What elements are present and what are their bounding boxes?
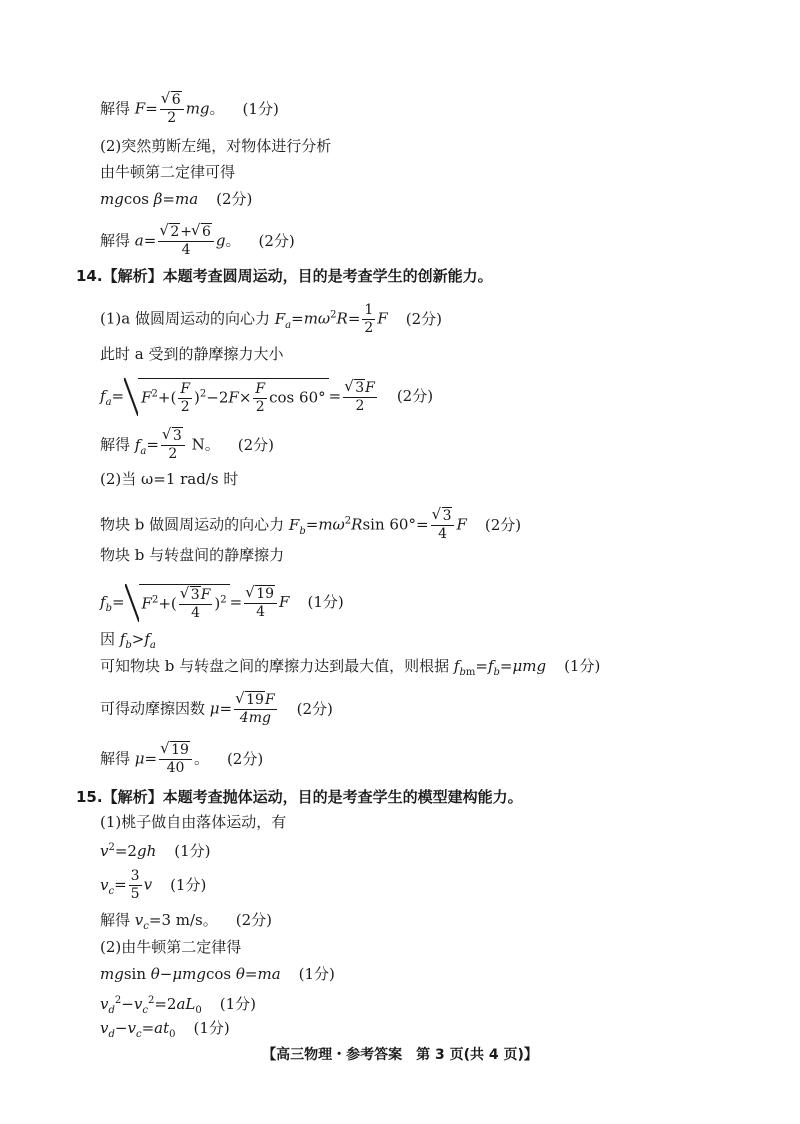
line-21: 解得 $v_c=3$ m/s。 (2分) — [100, 911, 272, 932]
radical: $F^2+$( $\frac{F}{2}$ )$^2$−2F× $\frac{F}{2}$ cos 60° — [124, 378, 329, 416]
line-11: 物块 b 做圆周运动的向心力 $F_b=m\omega^2Rsin$ 60°= √ $\frac{3}{4}$ F (2分) — [100, 508, 521, 543]
line-5: 解得 a= √ $\frac{2+√ 6}{4}$ g。 (2分) — [100, 224, 295, 259]
fraction: √ $\frac{3}{2}$ — [161, 428, 185, 463]
fraction: $\frac{1}{2}$ — [364, 302, 374, 336]
line-18: (1)桃子做自由落体运动，有 — [100, 813, 287, 831]
score: (1分) — [174, 842, 211, 860]
score: (2分) — [405, 309, 443, 328]
score: (2分) — [235, 911, 272, 929]
fraction: √ $\frac{3F}{2}$ — [343, 380, 377, 415]
heading-14: 14.【解析】本题考查圆周运动，目的是考查学生的创新能力。 — [76, 267, 493, 285]
line-23: mgsin θ−μmgcos θ=ma (1分) — [100, 965, 335, 983]
line-14: 因 $f_b>f_a$ — [100, 630, 156, 651]
line-24: $v_d^2-v_c^2=2aL_0$ (1分) — [100, 995, 256, 1016]
radical: $F^2+$( √ $\frac{3F}{4}$ )$^2$ — [125, 584, 230, 622]
score: (1分) — [564, 657, 601, 675]
line-12: 物块 b 与转盘间的静摩擦力 — [100, 546, 285, 564]
score: (2分) — [484, 515, 522, 534]
line-16: 可得动摩擦因数 μ= √ $\frac{19F}{4mg}$ (2分) — [100, 692, 333, 727]
fraction: √ $\frac{3}{4}$ — [431, 508, 455, 543]
score: (2分) — [226, 749, 264, 768]
score: (2分) — [396, 387, 434, 405]
score: (2分) — [237, 435, 274, 454]
line-17: 解得 μ= √ $\frac{19}{40}$ 。 (2分) — [100, 742, 263, 777]
score: (1分) — [193, 1019, 230, 1037]
line-6: (1)a 做圆周运动的向心力 $F_a=m\omega^2R=$ $\frac{1}{2}$ F (2分) — [100, 302, 443, 336]
score: (2分) — [258, 231, 295, 250]
fraction: √ $\frac{19}{4}$ — [244, 586, 277, 621]
score: (1分) — [307, 593, 344, 611]
line-13: $f_b= F^2+$( √ $\frac{3F}{4}$ )$^2$ = √ $\frac{19}{4}$ F (1分) — [100, 584, 344, 622]
line-19: $v^2=2gh$ (1分) — [100, 842, 211, 860]
line-9: 解得 $f_a=$ √ $\frac{3}{2}$ N。 (2分) — [100, 428, 274, 463]
line-8: $f_a= F^2+$( $\frac{F}{2}$ )$^2$−2F× $\frac{F}{2}$ cos 60° = √ $\frac{3F}{2}$ (2分) — [100, 378, 433, 416]
heading-15: 15.【解析】本题考查抛体运动，目的是考查学生的模型建构能力。 — [76, 788, 523, 806]
score: (1分) — [298, 965, 335, 983]
line-1: 解得 F= √ $\frac{6}{2}$ mg。 (1分) — [100, 92, 279, 127]
page-footer: 【高三物理・参考答案 第 3 页(共 4 页)】 — [262, 1047, 538, 1063]
score: (1分) — [219, 995, 256, 1013]
line-15: 可知物块 b 与转盘之间的摩擦力达到最大值，则根据 $f_{bm}=f_b=\mu mg$ (1分) — [100, 657, 601, 678]
fraction: √ $\frac{19}{40}$ — [159, 742, 192, 777]
fraction: √ $\frac{6}{2}$ — [160, 92, 184, 127]
fraction: √ $\frac{2+√ 6}{4}$ — [158, 224, 214, 259]
line-4: mgcos β=ma (2分) — [100, 190, 253, 208]
line-3: 由牛顿第二定律可得 — [100, 163, 236, 181]
score: (1分) — [170, 875, 207, 894]
score: (2分) — [296, 699, 333, 718]
line-25: $v_d-v_c=at_0$ (1分) — [100, 1019, 230, 1040]
line-20: $v_c=$ $\frac{3}{5}$ v (1分) — [100, 868, 207, 902]
line-22: (2)由牛顿第二定律得 — [100, 938, 242, 956]
score: (2分) — [216, 190, 253, 208]
line-10: (2)当 ω=1 rad/s 时 — [100, 470, 239, 488]
line-2: (2)突然剪断左绳，对物体进行分析 — [100, 137, 332, 155]
fraction: $\frac{3}{5}$ — [130, 868, 140, 902]
line-7: 此时 a 受到的静摩擦力大小 — [100, 345, 284, 363]
score: (1分) — [242, 99, 279, 118]
fraction: √ $\frac{19F}{4mg}$ — [234, 692, 277, 727]
